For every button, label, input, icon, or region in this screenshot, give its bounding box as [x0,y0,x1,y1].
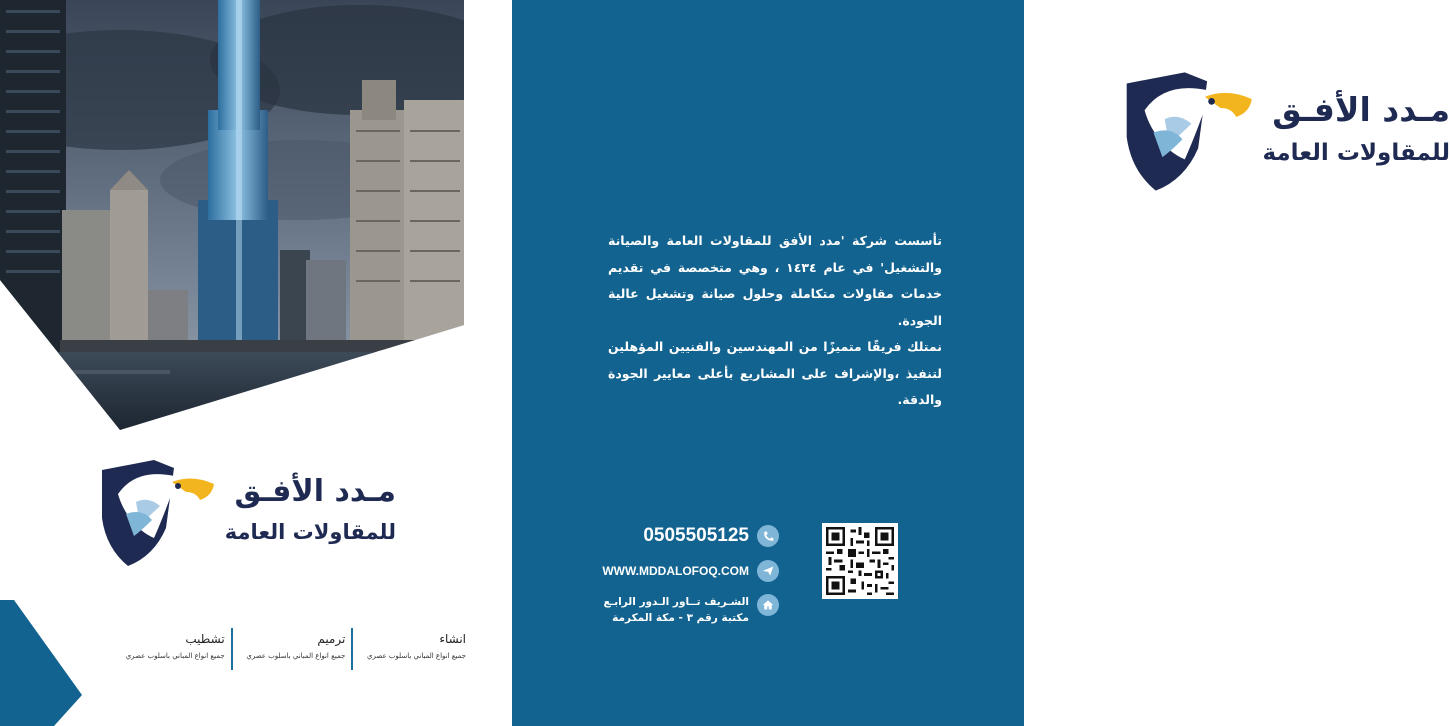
contact-address [562,594,779,626]
eagle-shield-icon [1120,70,1254,193]
phone-icon [757,525,779,547]
address-text [603,594,749,626]
eagle-shield-icon [96,458,216,568]
service-title: ترميم [317,632,346,646]
service-description: جميع انواع المباني باسلوب عصري [125,652,225,660]
brand-subtitle: للمقاولات العامة [1262,140,1450,166]
contact-website [602,560,779,582]
phone-number: 0505505125 [643,525,749,546]
contact-phone [614,525,779,547]
qr-code-icon [826,527,894,595]
services-list [112,628,472,670]
service-item-construction [353,628,472,670]
service-item-finishing [112,628,233,670]
service-description: جميع انواع المباني باسلوب عصري [246,652,346,660]
about-text [608,228,942,414]
brand-subtitle: للمقاولات العامة [224,520,396,544]
service-description: جميع انواع المباني باسلوب عصري [367,652,466,660]
service-title: انشاء [439,632,466,646]
about-paragraph: نمتلك فريقًا متميزًا من المهندسين والفنيين المؤهلين لتنفيذ ،والإشراف على المشاريع بأعلى معايير الجودة والدقة. [608,339,942,407]
brand-logo [1120,70,1450,195]
about-paragraph: تأسست شركة 'مدد الأفق للمقاولات العامة والصيانة والتشغيل' في عام ١٤٣٤ ، وهي متخصصة في تقديم خدمات مقاولات متكاملة وحلول صيانة وتشغيل عالية الجودة. [608,233,942,328]
decorative-corner-shape [0,600,90,726]
home-icon [757,594,779,616]
city-skyline-photo [0,0,464,430]
brand-logo [96,458,396,568]
brand-name: مـدد الأفـق [234,474,396,509]
front-cover [0,0,512,726]
website-link[interactable]: WWW.MDDALOFOQ.COM [602,564,749,578]
service-title: تشطيب [185,632,225,646]
address-line: الشـريف تــاور الـدور الرابـع [603,596,749,608]
send-icon [757,560,779,582]
back-cover [512,0,1450,726]
address-line: مكتبة رقم ٣ - مكة المكرمة [612,612,749,624]
qr-code [822,523,898,599]
brand-name: مـدد الأفـق [1272,90,1450,129]
service-item-renovation [233,628,354,670]
